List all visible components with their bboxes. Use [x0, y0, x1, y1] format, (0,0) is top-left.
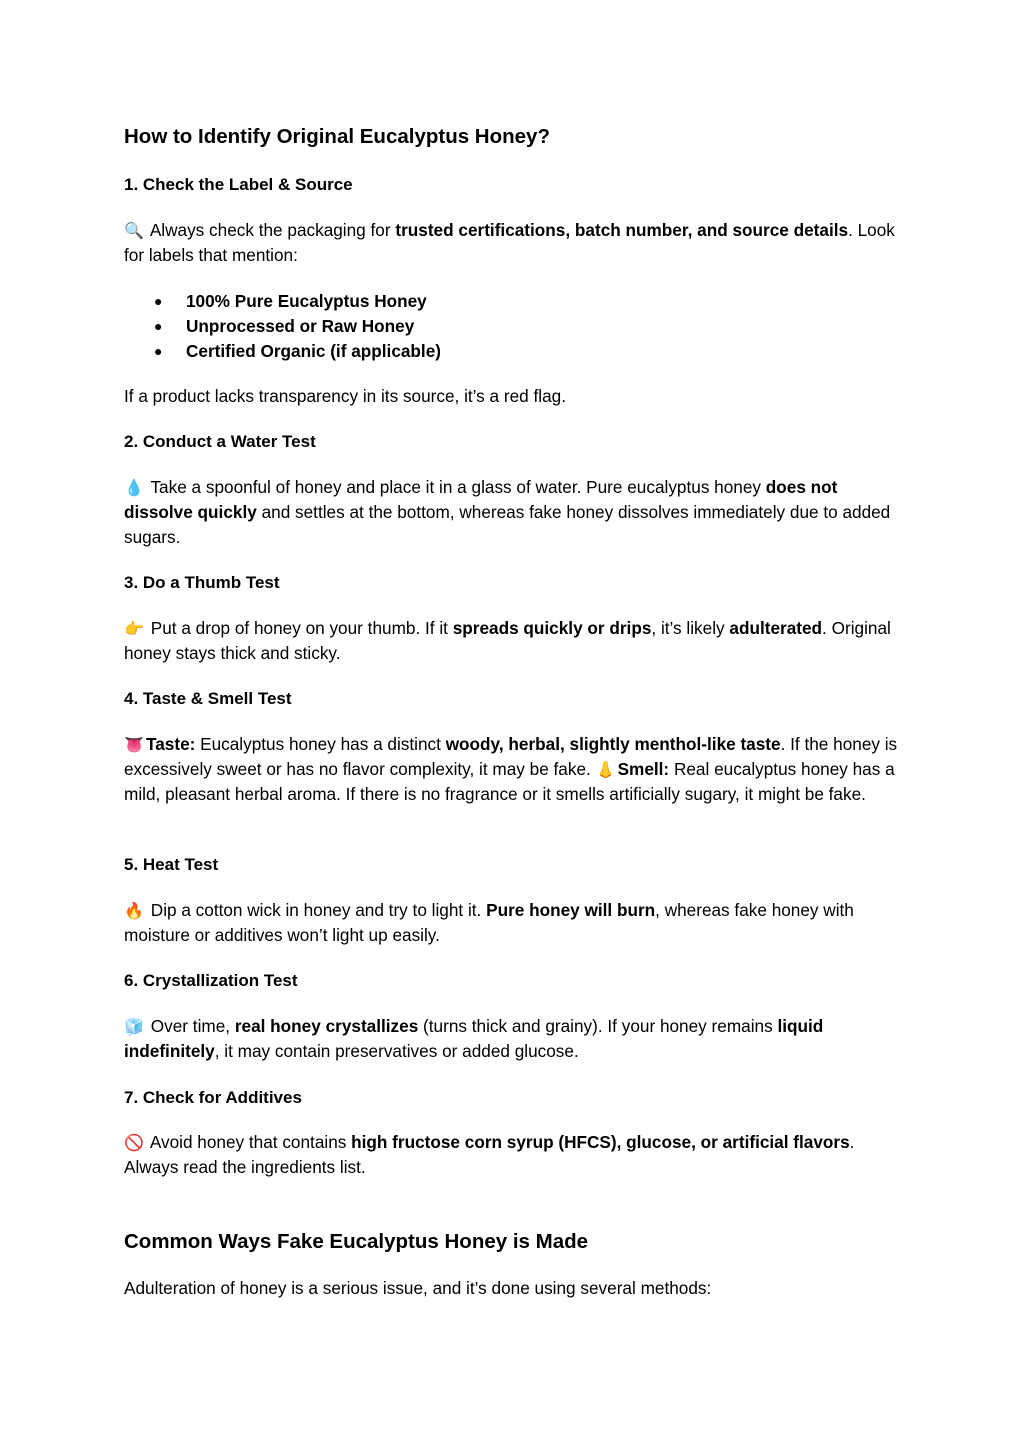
pointing-hand-icon: 👉 — [124, 621, 144, 638]
section-7-paragraph: 🚫 Avoid honey that contains high fructose corn syrup (HFCS), glucose, or artificial flavors. Always read the ingredients list. — [124, 1132, 855, 1177]
list-item: ● 100% Pure Eucalyptus Honey — [124, 289, 899, 314]
prohibited-icon: 🚫 — [124, 1135, 144, 1152]
section-1-after: If a product lacks transparency in its source, it’s a red flag. — [124, 386, 566, 406]
section-7-title: 7. Check for Additives — [124, 1088, 302, 1107]
list-item: ● Unprocessed or Raw Honey — [124, 314, 899, 339]
section-6-paragraph: 🧊 Over time, real honey crystallizes (turns thick and grainy). If your honey remains liquid indefinitely, it may contain preservatives or added glucose. — [124, 1016, 824, 1061]
section-5-paragraph: 🔥 Dip a cotton wick in honey and try to light it. Pure honey will burn, whereas fake honey with moisture or additives won’t light up easily. — [124, 900, 854, 945]
section-4-title: 4. Taste & Smell Test — [124, 689, 292, 708]
secondary-heading: Common Ways Fake Eucalyptus Honey is Made — [124, 1230, 589, 1253]
section-5-title: 5. Heat Test — [124, 855, 219, 874]
bullet-icon: ● — [154, 293, 163, 309]
tongue-icon: 👅 — [124, 737, 144, 754]
adulteration-intro: Adulteration of honey is a serious issue, and it’s done using several methods: — [124, 1278, 712, 1298]
label-bullet-list — [124, 289, 899, 364]
section-3-paragraph: 👉 Put a drop of honey on your thumb. If it spreads quickly or drips, it’s likely adulterated. Original honey stays thick and sticky. — [124, 618, 891, 663]
section-1-paragraph: 🔍 Always check the packaging for trusted certifications, batch number, and source details. Look for labels that mention: — [124, 220, 895, 265]
section-6-title: 6. Crystallization Test — [124, 971, 298, 990]
magnifier-icon: 🔍 — [124, 223, 144, 240]
list-item: ● Certified Organic (if applicable) — [124, 339, 899, 364]
ice-cube-icon: 🧊 — [124, 1019, 144, 1036]
fire-icon: 🔥 — [124, 903, 144, 920]
section-1-title: 1. Check the Label & Source — [124, 175, 353, 194]
section-3-title: 3. Do a Thumb Test — [124, 573, 280, 592]
nose-icon: 👃 — [595, 762, 616, 779]
section-4-paragraph: 👅 Taste: Eucalyptus honey has a distinct woody, herbal, slightly menthol-like taste. If the honey is excessively sweet or has no flavor complexity, it may be fake. 👃 Smell: Real eucalyptus honey has a mild, pleasant herbal aroma. If there is no fragrance or it smells artificially sugary, it might be fake. — [124, 734, 898, 804]
bullet-icon: ● — [154, 318, 163, 334]
droplet-icon: 💧 — [124, 480, 144, 497]
section-2-paragraph: 💧 Take a spoonful of honey and place it in a glass of water. Pure eucalyptus honey does not dissolve quickly and settles at the bottom, whereas fake honey dissolves immediately due to added sugars. — [124, 477, 891, 547]
section-2-title: 2. Conduct a Water Test — [124, 432, 316, 451]
bullet-icon: ● — [154, 343, 163, 359]
main-heading: How to Identify Original Eucalyptus Honey? — [124, 125, 550, 148]
